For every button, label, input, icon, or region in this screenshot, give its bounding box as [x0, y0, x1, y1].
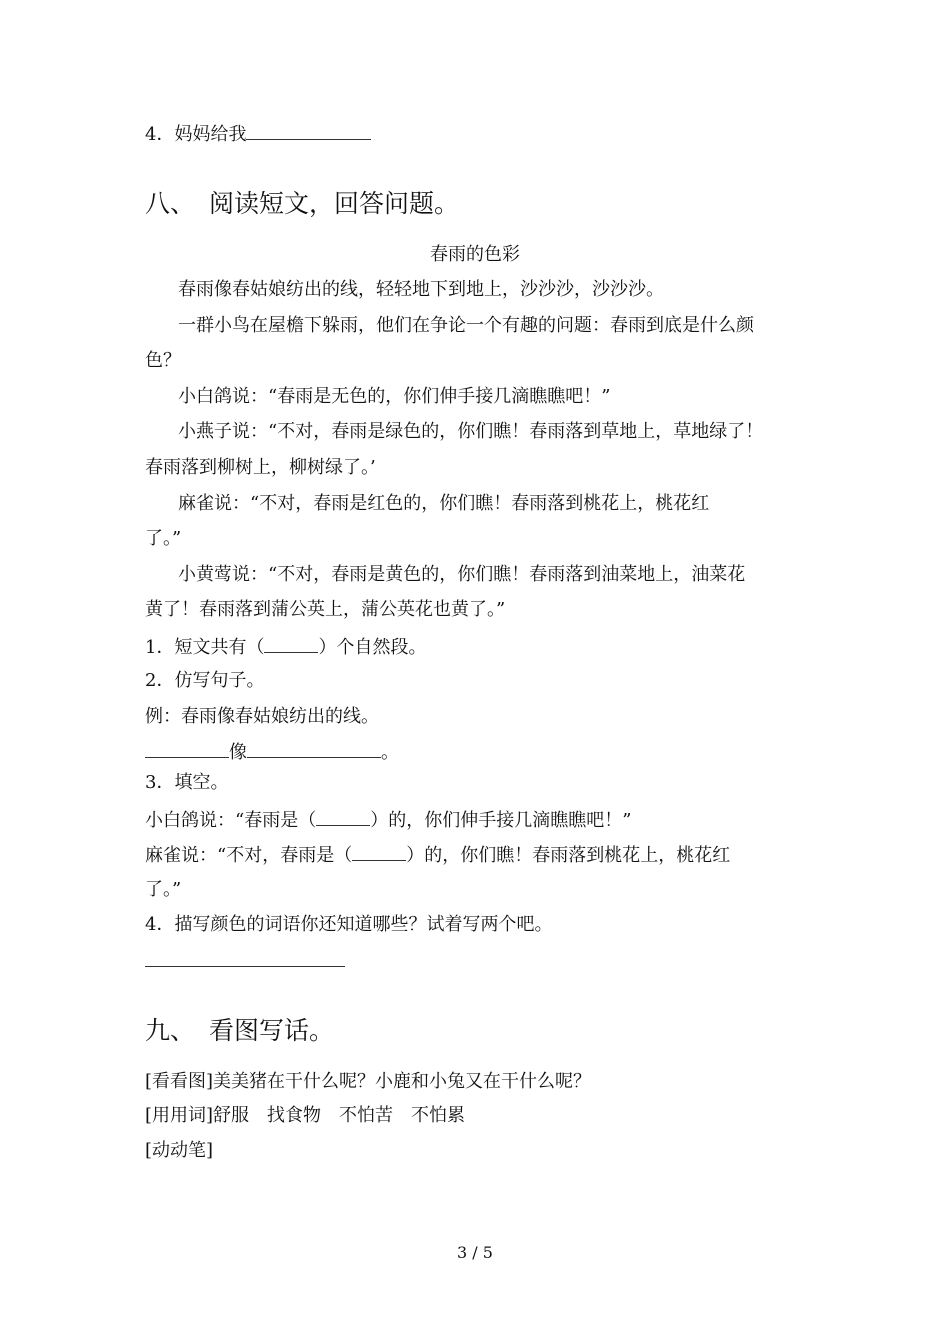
question-text: 1．短文共有（ — [145, 637, 265, 658]
question-text: 小白鸽说：“春雨是（ — [145, 810, 317, 831]
question-line: 2．仿写句子。 — [145, 670, 265, 691]
question-line — [145, 842, 730, 868]
passage-title: 春雨的色彩 — [430, 244, 520, 265]
answer-blank[interactable] — [246, 121, 371, 140]
paragraph-continuation: 黄了！春雨落到蒲公英上，蒲公英花也黄了。” — [145, 599, 506, 620]
example-line: 例：春雨像春姑娘纺出的线。 — [145, 706, 379, 727]
section-heading — [145, 188, 459, 220]
paragraph: 麻雀说：“不对，春雨是红色的，你们瞧！春雨落到桃花上，桃花红 — [178, 493, 710, 514]
question-text: 麻雀说：“不对，春雨是（ — [145, 845, 353, 866]
question-text: ）的，你们瞧！春雨落到桃花上，桃花红 — [406, 845, 731, 866]
paragraph-continuation: 色？ — [145, 350, 181, 371]
instruction-line: [看看图]美美猪在干什么呢？小鹿和小兔又在干什么呢？ — [145, 1071, 592, 1092]
punctuation: 。 — [381, 742, 399, 763]
paragraph: 春雨像春姑娘纺出的线，轻轻地下到地上，沙沙沙，沙沙沙。 — [178, 279, 664, 300]
section-title: 看图写话。 — [209, 1016, 335, 1045]
question-text: ）的，你们伸手接几滴瞧瞧吧！” — [370, 810, 632, 831]
question-line — [145, 121, 371, 147]
section-title: 阅读短文，回答问题。 — [209, 189, 460, 218]
paragraph-continuation: 了。” — [145, 528, 182, 549]
answer-blank[interactable] — [316, 807, 370, 826]
question-line — [145, 634, 426, 660]
section-number: 九、 — [145, 1016, 196, 1045]
question-text: ）个自然段。 — [318, 637, 427, 658]
connector-text: 像 — [229, 742, 247, 763]
answer-blank[interactable] — [264, 634, 318, 653]
answer-blank[interactable] — [247, 739, 381, 758]
answer-blank[interactable] — [145, 739, 229, 758]
question-line — [145, 807, 631, 833]
paragraph: 小白鸽说：“春雨是无色的，你们伸手接几滴瞧瞧吧！” — [178, 386, 611, 407]
paragraph: 一群小鸟在屋檐下躲雨，他们在争论一个有趣的问题：春雨到底是什么颜 — [178, 315, 754, 336]
question-text: 4．妈妈给我 — [145, 124, 247, 145]
question-line: 4．描写颜色的词语你还知道哪些？试着写两个吧。 — [145, 914, 553, 935]
paragraph-continuation: 春雨落到柳树上，柳树绿了。’ — [145, 457, 376, 478]
answer-line — [145, 739, 399, 765]
question-line: 3．填空。 — [145, 772, 229, 793]
instruction-line: [动动笔] — [145, 1140, 214, 1161]
answer-blank[interactable] — [352, 842, 406, 861]
paragraph: 小黄莺说：“不对，春雨是黄色的，你们瞧！春雨落到油菜地上，油菜花 — [178, 564, 746, 585]
question-continuation: 了。” — [145, 879, 182, 900]
section-heading — [145, 1015, 334, 1047]
answer-blank[interactable] — [145, 966, 345, 967]
section-number: 八、 — [145, 189, 196, 218]
paragraph: 小燕子说：“不对，春雨是绿色的，你们瞧！春雨落到草地上，草地绿了！ — [178, 421, 764, 442]
instruction-line: [用用词]舒服 找食物 不怕苦 不怕累 — [145, 1105, 466, 1126]
page-number: 3 / 5 — [457, 1243, 493, 1262]
